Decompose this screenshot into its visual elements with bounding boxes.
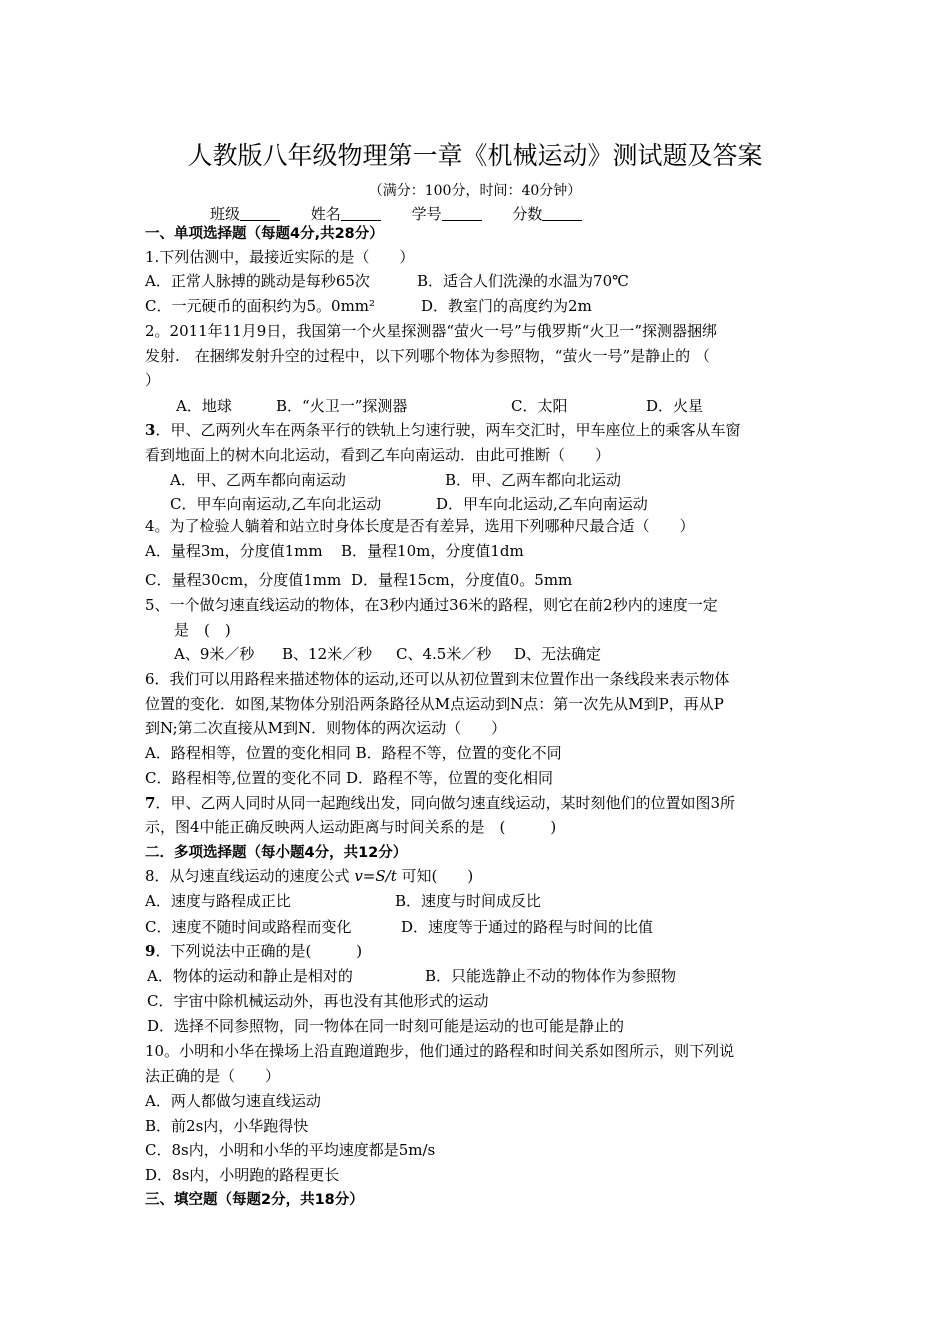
q3-option-a: A．甲、乙两车都向南运动 [170, 471, 346, 489]
q4-option-b: B．量程10m，分度值1dm [341, 542, 524, 560]
q4-option-d: D．量程15cm，分度值0。5mm [351, 571, 573, 589]
page-title: 人教版八年级物理第一章《机械运动》测试题及答案 [187, 141, 763, 170]
q2-option-c: C．太阳 [511, 397, 568, 415]
q6-stem-line2: 位置的变化．如图,某物体分别沿两条路径从M点运动到N点：第一次先从M到P，再从P [145, 695, 724, 713]
q5-option-b: B、12米／秒 [282, 645, 373, 663]
q9-option-b: B．只能选静止不动的物体作为参照物 [425, 967, 677, 985]
q6-stem-line3: 到N;第二次直接从M到N．则物体的两次运动（ ） [145, 719, 507, 737]
q10-stem-line1: 10。小明和小华在操场上沿直跑道跑步，他们通过的路程和时间关系如图所示，则下列说 [145, 1042, 735, 1060]
q8-option-d: D．速度等于通过的路程与时间的比值 [401, 918, 654, 936]
q10-stem-line2: 法正确的是（ ） [145, 1067, 281, 1085]
q7-stem-text: ．甲、乙两人同时从同一起跑线出发，同向做匀速直线运动，某时刻他们的位置如图3所 [155, 794, 735, 812]
q2-options [176, 396, 703, 416]
q1-option-d: D．教室门的高度约为2m [421, 297, 592, 315]
q3-options-cd [170, 494, 648, 514]
q8-options-ab [145, 891, 541, 911]
q9-option-c: C．宇宙中除机械运动外，再也没有其他形式的运动 [147, 992, 489, 1010]
q10-option-d: D．8s内，小明跑的路程更长 [145, 1166, 340, 1184]
q7-stem-line2: 示，图4中能正确反映两人运动距离与时间关系的是 ( ) [145, 818, 557, 836]
subtitle: （满分：100分，时间：40分钟） [368, 183, 582, 199]
q3-options-ab [170, 470, 621, 490]
q10-option-c: C．8s内，小明和小华的平均速度都是5m/s [145, 1141, 436, 1159]
blank-class [240, 206, 280, 221]
q4-option-c: C．量程30cm，分度值1mm [145, 571, 342, 589]
q2-stem-line1: 2。2011年11月9日，我国第一个火星探测器“萤火一号”与俄罗斯“火卫一”探测器捆绑 [145, 322, 718, 340]
q2-stem-line2: 发射. 在捆绑发射升空的过程中，以下列哪个物体为参照物，“萤火一号”是静止的 （ [145, 347, 710, 365]
q3-stem-line2: 看到地面上的树木向北运动，看到乙车向南运动．由此可推断（ ） [145, 446, 611, 464]
q5-option-c: C、4.5米／秒 [396, 645, 492, 663]
q8-option-c: C．速度不随时间或路程而变化 [145, 918, 352, 936]
blank-score [542, 206, 582, 221]
q6-options-ab: A．路程相等，位置的变化相同 B．路程不等，位置的变化不同 [145, 744, 562, 762]
q9-option-d: D．选择不同参照物，同一物体在同一时刻可能是运动的也可能是静止的 [147, 1017, 625, 1035]
q7-number: 7 [145, 794, 156, 812]
q2-stem-line3: ） [145, 371, 161, 389]
q5-stem-line2: 是 ( ) [174, 621, 231, 639]
q3-option-d: D．甲车向北运动,乙车向南运动 [436, 495, 648, 513]
q3-stem-line1 [145, 420, 740, 440]
q4-options-cd [145, 570, 572, 590]
q3-option-c: C．甲车向南运动,乙车向北运动 [170, 495, 382, 513]
q5-stem-line1: 5、一个做匀速直线运动的物体，在3秒内通过36米的路程，则它在前2秒内的速度一定 [145, 596, 718, 614]
q3-option-b: B．甲、乙两车都向北运动 [445, 471, 622, 489]
section-heading-fill-in: 三、填空题（每题2分，共18分） [145, 1192, 364, 1208]
q3-stem-text: ．甲、乙两列火车在两条平行的铁轨上匀速行驶，两车交汇时，甲车座位上的乘客从车窗 [155, 421, 741, 439]
q6-options-cd: C．路程相等,位置的变化不同 D．路程不等，位置的变化相同 [145, 769, 554, 787]
q1-option-b: B．适合人们洗澡的水温为70℃ [417, 272, 629, 290]
blank-name [341, 206, 381, 221]
q8-option-b: B．速度与时间成反比 [395, 892, 542, 910]
blank-number [442, 206, 482, 221]
q5-option-d: D、无法确定 [514, 645, 602, 663]
q5-options [174, 644, 601, 664]
q1-option-c: C．一元硬币的面积约为5。0mm² [145, 297, 376, 315]
section-heading-multiple-choice: 二．多项选择题（每小题4分，共12分） [145, 845, 408, 861]
q8-option-a: A．速度与路程成正比 [145, 892, 291, 910]
q1-options-ab [145, 271, 629, 291]
section-heading-single-choice: 一、单项选择题（每题4分,共28分） [145, 226, 384, 242]
q10-option-a: A．两人都做匀速直线运动 [145, 1092, 321, 1110]
q4-option-a: A．量程3m，分度值1mm [145, 542, 323, 560]
q6-stem-line1: 6．我们可以用路程来描述物体的运动,还可以从初位置到末位置作出一条线段来表示物体 [145, 670, 730, 688]
field-label-number: 学号 [411, 205, 442, 223]
q9-stem-text: ．下列说法中正确的是( ) [155, 942, 363, 960]
q7-stem-line1 [145, 793, 735, 813]
q9-number: 9 [145, 942, 156, 960]
student-info-fields [210, 203, 608, 224]
q8-stem [145, 866, 473, 886]
q3-number: 3 [145, 421, 156, 439]
field-label-score: 分数 [512, 205, 543, 223]
q5-option-a: A、9米／秒 [174, 645, 255, 663]
q1-options-cd [145, 296, 592, 316]
q4-stem: 4。为了检验人躺着和站立时身体长度是否有差异，选用下列哪种尺最合适（ ） [145, 517, 695, 535]
q8-stem-post: 可知( ) [396, 867, 474, 885]
q2-option-b: B．“火卫一”探测器 [276, 397, 408, 415]
q8-options-cd [145, 917, 653, 937]
field-label-class: 班级 [210, 205, 241, 223]
q8-stem-pre: 8．从匀速直线运动的速度公式 [145, 867, 355, 885]
q9-option-a: A．物体的运动和静止是相对的 [147, 967, 353, 985]
q1-option-a: A．正常人脉搏的跳动是每秒65次 [145, 272, 370, 290]
q4-options-ab [145, 541, 524, 561]
q9-options-ab [147, 966, 676, 986]
q10-option-b: B．前2s内，小华跑得快 [145, 1117, 309, 1135]
q2-option-d: D．火星 [646, 397, 704, 415]
field-label-name: 姓名 [310, 205, 341, 223]
q8-formula: v=S/t [354, 867, 397, 885]
q2-option-a: A．地球 [176, 397, 232, 415]
q9-stem [145, 941, 362, 961]
q1-stem: 1.下列估测中，最接近实际的是（ ） [145, 248, 415, 266]
